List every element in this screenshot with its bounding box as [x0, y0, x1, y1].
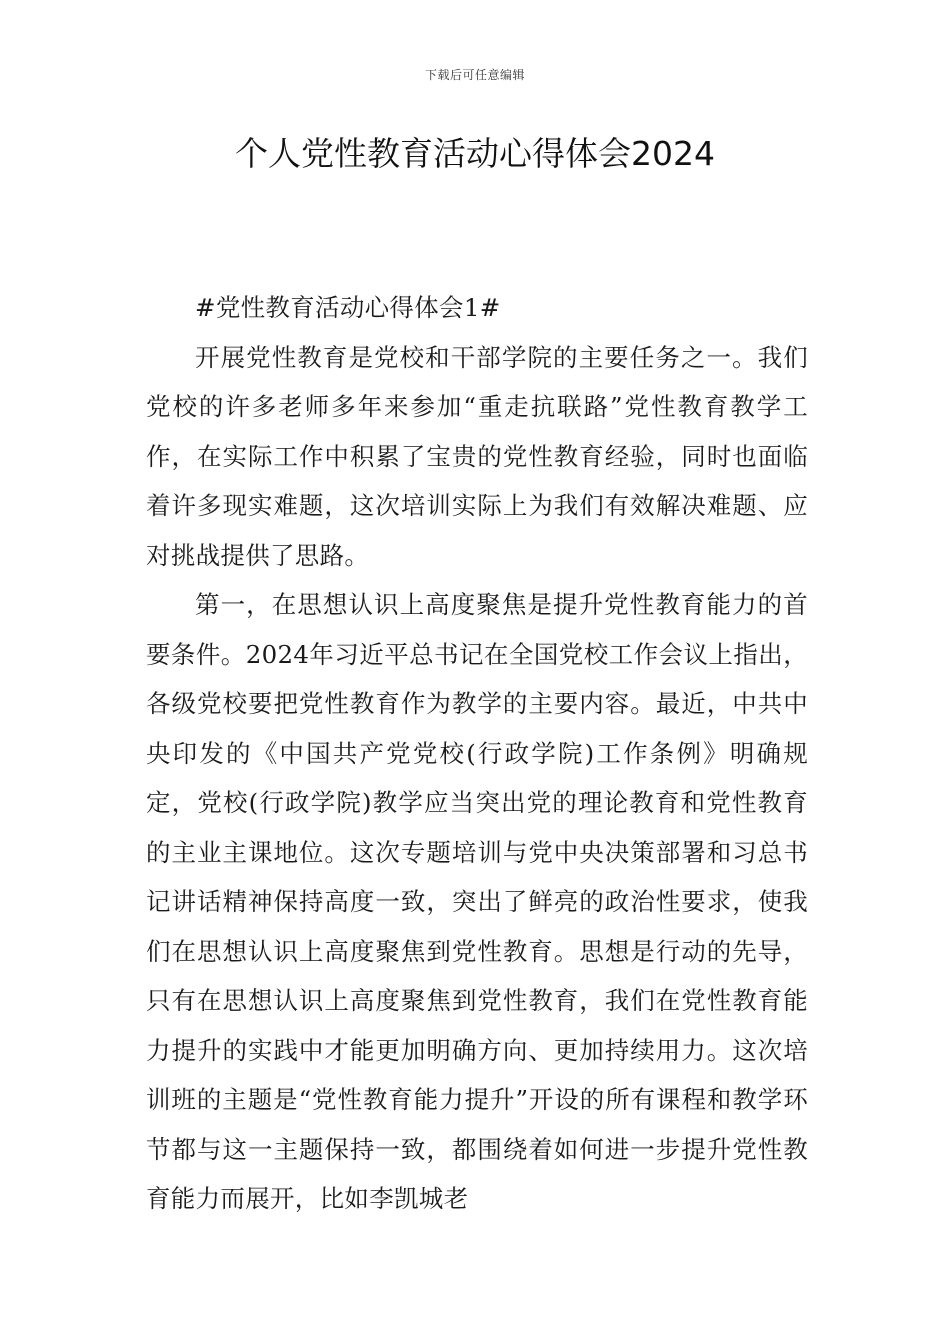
section-heading: #党性教育活动心得体会1#: [195, 293, 501, 322]
header-note: 下载后可任意编辑: [424, 68, 525, 82]
paragraph-1: 开展党性教育是党校和干部学院的主要任务之一。我们党校的许多老师多年来参加“重走抗联路”党性教育教学工作，在实际工作中积累了宝贵的党性教育经验，同时也面临着许多现实难题，这次培训实际上为我们有效解决难题、应对挑战提供了思路。: [146, 342, 808, 570]
document-body: [146, 283, 808, 1224]
document-title: 个人党性教育活动心得体会2024: [235, 134, 715, 173]
paragraph-2: 第一，在思想认识上高度聚焦是提升党性教育能力的首要条件。2024年习近平总书记在全国党校工作会议上指出，各级党校要把党性教育作为教学的主要内容。最近，中共中央印发的《中国共产党党校(行政学院)工作条例》明确规定，党校(行政学院)教学应当突出党的理论教育和党性教育的主业主课地位。这次专题培训与党中央决策部署和习总书记讲话精神保持高度一致，突出了鲜亮的政治性要求，使我们在思想认识上高度聚焦到党性教育。思想是行动的先导，只有在思想认识上高度聚焦到党性教育，我们在党性教育能力提升的实践中才能更加明确方向、更加持续用力。这次培训班的主题是“党性教育能力提升”开设的所有课程和教学环节都与这一主题保持一致，都围绕着如何进一步提升党性教育能力而展开，比如李凯城老: [146, 590, 808, 1213]
